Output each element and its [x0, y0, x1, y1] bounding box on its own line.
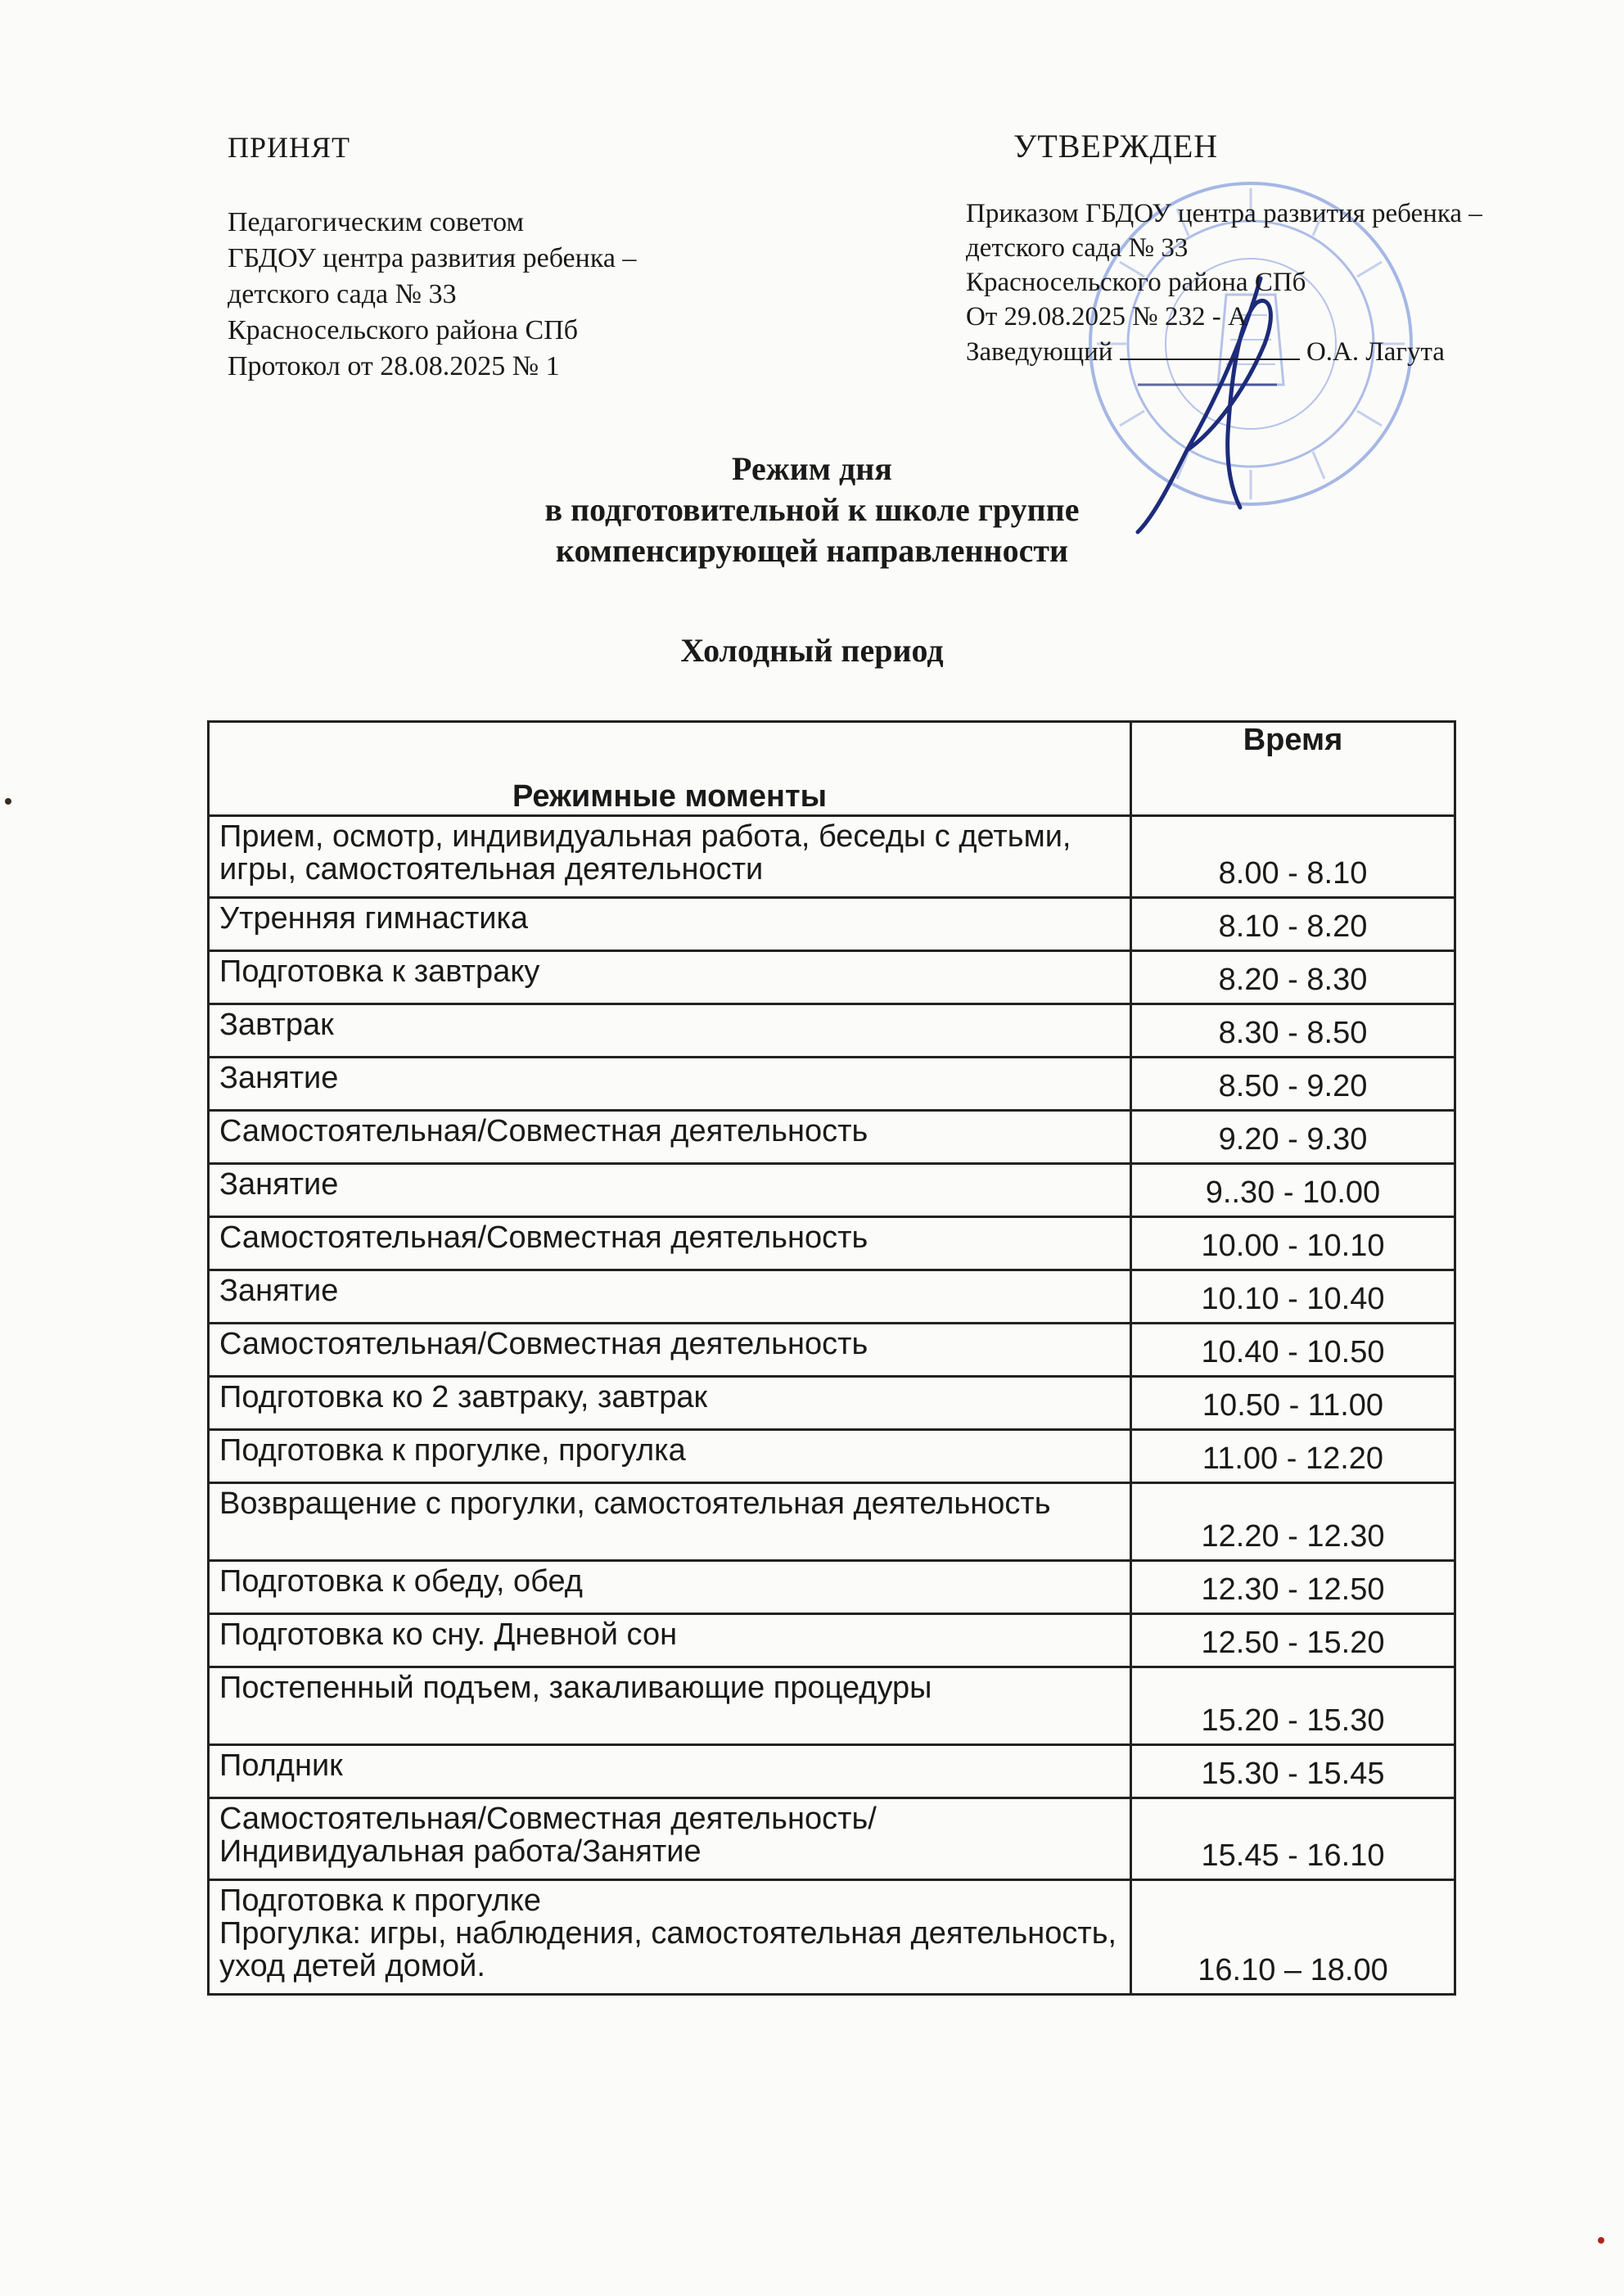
accepted-line: детского сада № 33: [228, 279, 457, 309]
table-row: [209, 1324, 1455, 1377]
table-row: [209, 1798, 1455, 1880]
schedule-table: [207, 720, 1456, 1996]
table-row: [209, 1164, 1455, 1217]
activity-cell: Подготовка ко сну. Дневной сон: [209, 1614, 1131, 1667]
time-cell: 8.20 - 8.30: [1131, 951, 1455, 1004]
table-row: [209, 1217, 1455, 1270]
time-cell: 15.45 - 16.10: [1131, 1798, 1455, 1880]
activity-cell: Подготовка к обеду, обед: [209, 1561, 1131, 1614]
activity-cell: Занятие: [209, 1270, 1131, 1324]
time-cell: 9.20 - 9.30: [1131, 1111, 1455, 1164]
accepted-heading: ПРИНЯТ: [228, 131, 351, 164]
table-row: [209, 1561, 1455, 1614]
time-cell: 8.50 - 9.20: [1131, 1058, 1455, 1111]
column-header-time: Время: [1131, 722, 1455, 816]
activity-cell: Возвращение с прогулки, самостоятельная деятельность: [209, 1483, 1131, 1561]
time-cell: 12.30 - 12.50: [1131, 1561, 1455, 1614]
table-row: [209, 1111, 1455, 1164]
table-row: [209, 1745, 1455, 1798]
approved-line: Приказом ГБДОУ центра развития ребенка –: [966, 199, 1482, 228]
scan-speck: [5, 798, 11, 805]
approved-block: [966, 129, 1482, 369]
table-row: [209, 1270, 1455, 1324]
time-cell: 12.50 - 15.20: [1131, 1614, 1455, 1667]
signatory-line: [966, 334, 1482, 369]
table-row: [209, 1880, 1455, 1995]
document-title: [0, 449, 1624, 571]
time-cell: 11.00 - 12.20: [1131, 1430, 1455, 1483]
time-cell: 10.00 - 10.10: [1131, 1217, 1455, 1270]
activity-cell: Полдник: [209, 1745, 1131, 1798]
activity-cell: Самостоятельная/Совместная деятельность: [209, 1324, 1131, 1377]
activity-cell: Подготовка ко 2 завтраку, завтрак: [209, 1377, 1131, 1430]
table-row: [209, 1058, 1455, 1111]
table-header-row: [209, 722, 1455, 816]
table-row: [209, 951, 1455, 1004]
table-row: [209, 1377, 1455, 1430]
approved-line: детского сада № 33: [966, 233, 1189, 263]
time-cell: 10.10 - 10.40: [1131, 1270, 1455, 1324]
activity-cell: Самостоятельная/Совместная деятельность: [209, 1217, 1131, 1270]
title-line: компенсирующей направленности: [555, 532, 1069, 569]
approved-heading: УТВЕРЖДЕН: [1013, 128, 1219, 165]
scan-speck: [1598, 2237, 1604, 2244]
time-cell: 15.20 - 15.30: [1131, 1667, 1455, 1745]
title-line: в подготовительной к школе группе: [544, 491, 1080, 528]
activity-cell: Постепенный подъем, закаливающие процедуры: [209, 1667, 1131, 1745]
accepted-line: Протокол от 28.08.2025 № 1: [228, 351, 560, 381]
accepted-line: Красносельского района СПб: [228, 315, 579, 345]
title-line: Режим дня: [732, 450, 892, 487]
activity-cell: Самостоятельная/Совместная деятельность: [209, 1111, 1131, 1164]
activity-cell: Занятие: [209, 1164, 1131, 1217]
signatory-name: О.А. Лагута: [1306, 337, 1445, 367]
period-title: Холодный период: [680, 632, 944, 669]
signatory-title: Заведующий: [966, 337, 1113, 367]
time-cell: 16.10 – 18.00: [1131, 1880, 1455, 1995]
approved-line: Красносельского района СПб: [966, 268, 1306, 297]
signature-line: [1120, 334, 1300, 360]
table-row: [209, 1004, 1455, 1058]
column-header-activity: Режимные моменты: [209, 722, 1131, 816]
table-row: [209, 898, 1455, 951]
activity-cell: Подготовка к завтраку: [209, 951, 1131, 1004]
accepted-block: [228, 129, 636, 385]
table-row: [209, 816, 1455, 898]
time-cell: 8.10 - 8.20: [1131, 898, 1455, 951]
table-row: [209, 1483, 1455, 1561]
activity-cell: Подготовка к прогулке Прогулка: игры, наблюдения, самостоятельная деятельность, уход детей домой.: [209, 1880, 1131, 1995]
time-cell: 8.30 - 8.50: [1131, 1004, 1455, 1058]
activity-cell: Завтрак: [209, 1004, 1131, 1058]
activity-cell: Самостоятельная/Совместная деятельность/Индивидуальная работа/Занятие: [209, 1798, 1131, 1880]
activity-cell: Прием, осмотр, индивидуальная работа, беседы с детьми, игры, самостоятельная деятельности: [209, 816, 1131, 898]
accepted-line: ГБДОУ центра развития ребенка –: [228, 243, 637, 273]
time-cell: 10.40 - 10.50: [1131, 1324, 1455, 1377]
time-cell: 9..30 - 10.00: [1131, 1164, 1455, 1217]
time-cell: 15.30 - 15.45: [1131, 1745, 1455, 1798]
activity-cell: Утренняя гимнастика: [209, 898, 1131, 951]
activity-cell: Занятие: [209, 1058, 1131, 1111]
table-row: [209, 1667, 1455, 1745]
table-row: [209, 1430, 1455, 1483]
table-row: [209, 1614, 1455, 1667]
approved-line: От 29.08.2025 № 232 - А: [966, 302, 1247, 332]
time-cell: 10.50 - 11.00: [1131, 1377, 1455, 1430]
time-cell: 12.20 - 12.30: [1131, 1483, 1455, 1561]
accepted-line: Педагогическим советом: [228, 207, 524, 237]
activity-cell: Подготовка к прогулке, прогулка: [209, 1430, 1131, 1483]
time-cell: 8.00 - 8.10: [1131, 816, 1455, 898]
